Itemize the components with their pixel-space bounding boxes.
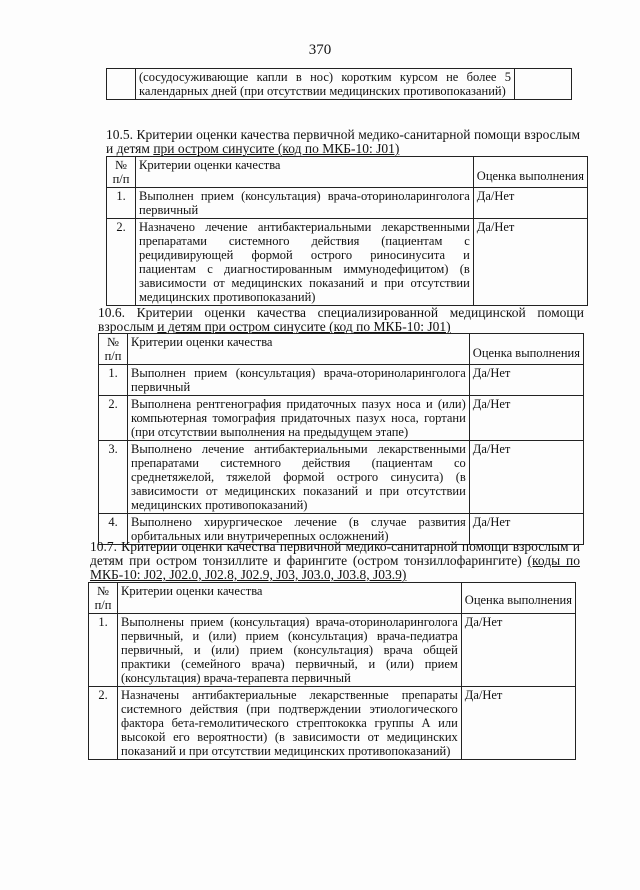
table-cell-num [107, 69, 136, 100]
row-num: 2. [89, 687, 118, 760]
table-row [99, 441, 584, 514]
section-title: 10.6. Критерии оценки качества специализированной медицинской помощи взрослым [98, 305, 584, 334]
table-row [107, 219, 588, 306]
row-criteria: Назначено лечение антибактериальными лекарственными препаратами системного действия (пациентам с рецидивирующей формой острого риносинусита и пациентам с диагностированным иммунодефицитом) (в зависимости от медицинских показаний и при отсутствии медицинских противопоказаний) [136, 219, 474, 306]
header-criteria: Критерии оценки качества [118, 583, 462, 614]
table-header-row [107, 157, 588, 188]
continuation-table [106, 68, 572, 100]
criteria-table-10-6 [98, 333, 584, 545]
table-row [89, 687, 576, 760]
row-result: Да/Нет [469, 396, 583, 441]
row-num: 2. [107, 219, 136, 306]
header-num: № п/п [99, 334, 128, 365]
row-criteria: Выполнен прием (консультация) врача-оториноларинголога первичный [136, 188, 474, 219]
section-heading-10-7 [90, 540, 580, 582]
row-num: 1. [99, 365, 128, 396]
criteria-table-10-7 [88, 582, 576, 760]
section-heading-10-6 [98, 306, 584, 334]
table-header-row [89, 583, 576, 614]
section-title-icd: при остром синусите (код по МКБ-10: J01) [153, 141, 400, 156]
row-num: 3. [99, 441, 128, 514]
row-num: 1. [89, 614, 118, 687]
section-title: 10.7. Критерии оценки качества первичной медико-санитарной помощи взрослым и детям при остром тонзиллите и фарингите (остром тонзиллофарингите) [90, 539, 580, 568]
table-row [89, 614, 576, 687]
section-heading-10-5 [106, 128, 580, 156]
row-result: Да/Нет [461, 614, 575, 687]
row-result: Да/Нет [473, 188, 587, 219]
header-num: № п/п [89, 583, 118, 614]
row-result: Да/Нет [469, 365, 583, 396]
row-num: 2. [99, 396, 128, 441]
row-criteria: Выполнены прием (консультация) врача-оториноларинголога первичный, и (или) прием (консультация) врача-педиатра первичный, и (или) прием (консультация) врача общей практики (семейного врача) первичный, и (или) прием (консультация) врача-терапевта первичный [118, 614, 462, 687]
row-criteria: Выполнено хирургическое лечение (в случае развития орбитальных или внутричерепных осложнений) [128, 514, 470, 545]
page-number: 370 [308, 42, 332, 58]
row-result: Да/Нет [469, 441, 583, 514]
row-result: Да/Нет [461, 687, 575, 760]
criteria-table-10-5 [106, 156, 588, 306]
row-num: 1. [107, 188, 136, 219]
table-row [99, 365, 584, 396]
row-criteria: Выполнено лечение антибактериальными лекарственными препаратами системного действия (пациентам со среднетяжелой, тяжелой формой острого синусита) (в зависимости от медицинских показаний и при отсутствии медицинских противопоказаний) [128, 441, 470, 514]
row-criteria: Назначены антибактериальные лекарственные препараты системного действия (при подтверждении этиологического фактора бета-гемолитического стрептококка группы А или высокой его вероятности) (в зависимости от медицинских показаний и при отсутствии медицинских противопоказаний) [118, 687, 462, 760]
header-criteria: Критерии оценки качества [136, 157, 474, 188]
row-criteria: Выполнена рентгенография придаточных пазух носа и (или) компьютерная томография придаточных пазух носа, гортани (при отсутствии выполнения на предыдущем этапе) [128, 396, 470, 441]
table-row [107, 69, 572, 100]
table-header-row [99, 334, 584, 365]
row-result: Да/Нет [469, 514, 583, 545]
table-row [107, 188, 588, 219]
section-title-icd: и детям при остром синусите (код по МКБ-10: J01) [157, 319, 451, 334]
section-title: 10.5. Критерии оценки качества первичной медико-санитарной помощи взрослым и детям [106, 127, 580, 156]
table-row [99, 396, 584, 441]
header-result: Оценка выполнения [469, 334, 583, 365]
section-title-icd: (коды по МКБ-10: J02, J02.0, J02.8, J02.9, J03, J03.0, J03.8, J03.9) [90, 553, 580, 582]
row-criteria: Выполнен прием (консультация) врача-оториноларинголога первичный [128, 365, 470, 396]
header-result: Оценка выполнения [461, 583, 575, 614]
header-num: № п/п [107, 157, 136, 188]
row-result: Да/Нет [473, 219, 587, 306]
header-criteria: Критерии оценки качества [128, 334, 470, 365]
table-cell-result [515, 69, 572, 100]
table-cell-criteria: (сосудосуживающие капли в нос) коротким курсом не более 5 календарных дней (при отсутствии медицинских противопоказаний) [136, 69, 515, 100]
header-result: Оценка выполнения [473, 157, 587, 188]
row-num: 4. [99, 514, 128, 545]
